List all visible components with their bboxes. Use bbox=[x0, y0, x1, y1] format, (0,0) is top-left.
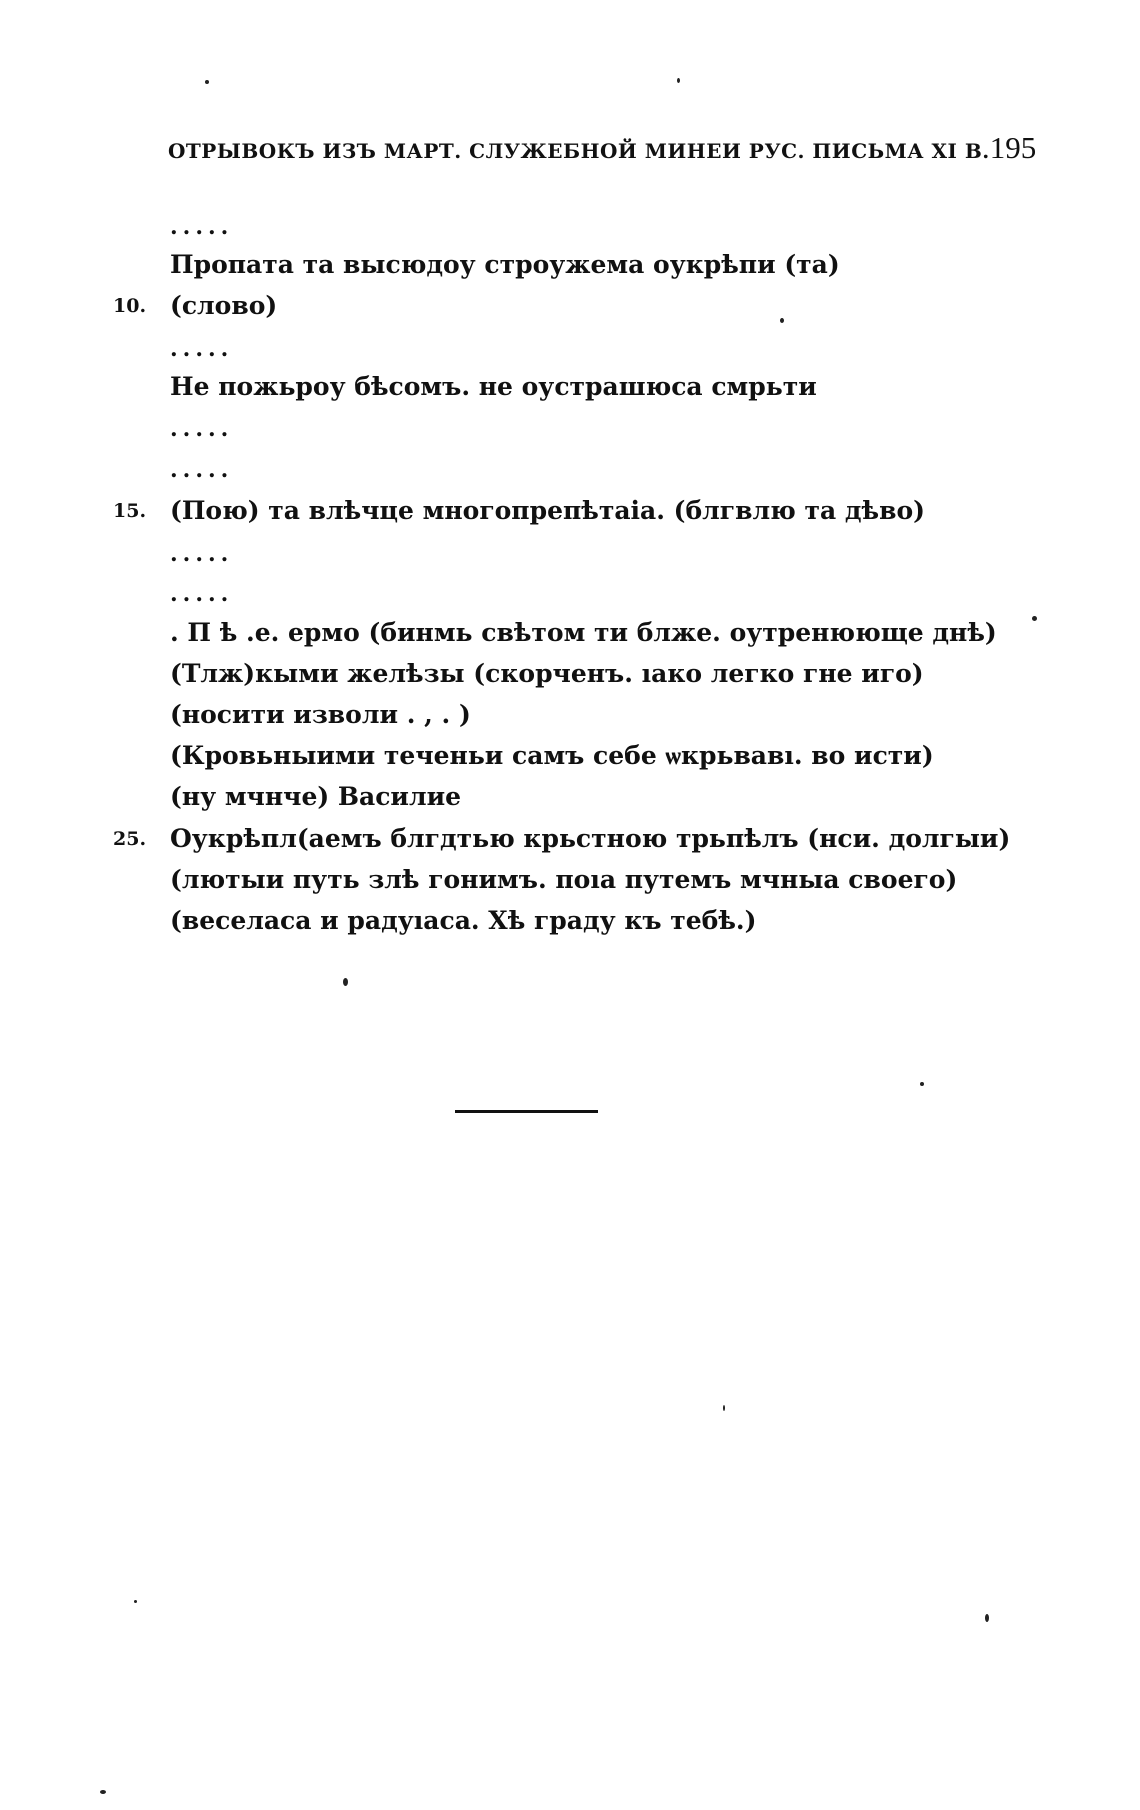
text-line-omission: ..... bbox=[170, 541, 234, 567]
scan-speck bbox=[920, 1082, 924, 1086]
line-number: 10. bbox=[113, 295, 147, 317]
text-line-omission: ..... bbox=[170, 457, 234, 483]
text-line: (Кровьныими теченьи самъ себе ѡкрьвавı. во исти) bbox=[170, 741, 934, 770]
scan-speck bbox=[1032, 616, 1037, 621]
text-line-omission: ..... bbox=[170, 416, 234, 442]
text-line: (веселаса и радуıаса. Хѣ граду къ тебѣ.) bbox=[170, 906, 757, 935]
text-line: (Пою) та влѣчце многопрепѣтаіа. (блгвлю та дѣво) bbox=[170, 496, 925, 525]
scan-speck bbox=[723, 1405, 725, 1411]
text-line: (слово) bbox=[170, 291, 278, 320]
scan-speck bbox=[343, 978, 348, 986]
text-line-omission: ..... bbox=[170, 336, 234, 362]
running-head bbox=[168, 130, 1037, 170]
page-number: 195 bbox=[989, 130, 1037, 165]
scan-speck bbox=[985, 1614, 989, 1622]
running-title: ОТРЫВОКЪ ИЗЪ МАРТ. СЛУЖЕБНОЙ МИНЕИ РУС. ПИСЬМА XI В. bbox=[168, 139, 990, 163]
scan-speck bbox=[780, 318, 784, 323]
text-line-omission: ..... bbox=[170, 214, 234, 240]
scan-speck bbox=[100, 1790, 106, 1794]
scan-speck bbox=[134, 1600, 137, 1603]
text-line: Не пожьроу бѣсомъ. не оустрашюса смрьти bbox=[170, 372, 817, 401]
text-line: Оукрѣпл(аемъ блгдтью крьстною трьпѣлъ (нси. долгыи) bbox=[170, 824, 1011, 853]
text-line: . П ѣ .е. ермо (бинмь свѣтом ти блже. оутренююще днѣ) bbox=[170, 618, 997, 647]
text-line: (ну мчнче) Василие bbox=[170, 782, 462, 811]
text-line: (Тлж)кыми желѣзы (скорченъ. ıако легко гне иго) bbox=[170, 659, 924, 688]
scan-speck bbox=[205, 80, 209, 84]
closing-rule bbox=[455, 1110, 598, 1113]
text-line: Пропата та высюдоу строужема оукрѣпи (та) bbox=[170, 250, 840, 279]
text-line: (носити изволи . , . ) bbox=[170, 700, 471, 729]
scan-speck bbox=[677, 78, 680, 83]
line-number: 15. bbox=[113, 500, 147, 522]
line-number: 25. bbox=[113, 828, 147, 850]
text-line: (лютыи путь злѣ гонимъ. поıа путемъ мчныа своего) bbox=[170, 865, 958, 894]
text-line-omission: ..... bbox=[170, 581, 234, 607]
